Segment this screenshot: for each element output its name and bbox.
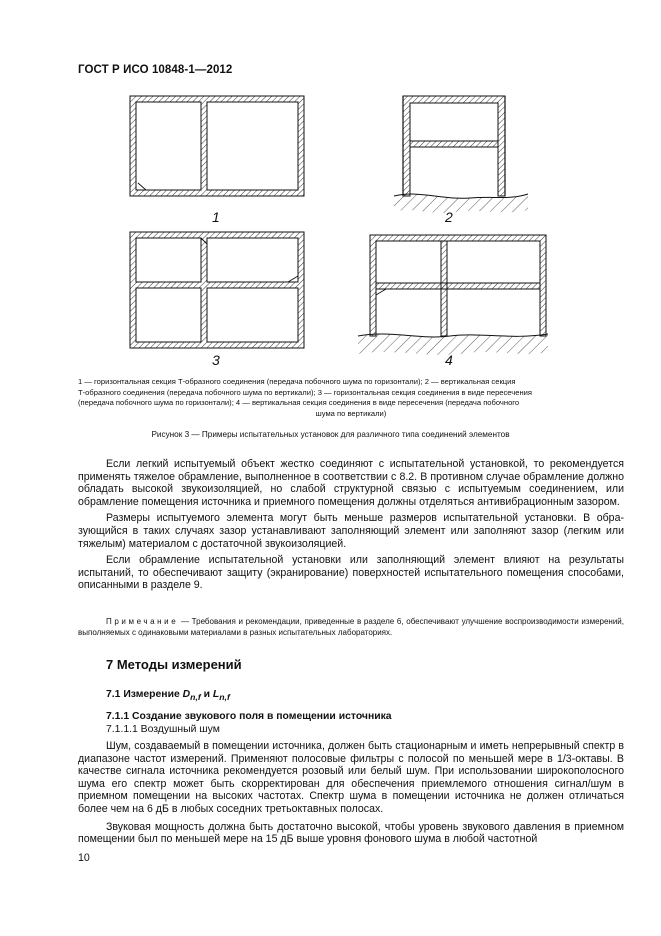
standard-header: ГОСТ Р ИСО 10848-1—2012 <box>78 64 233 76</box>
figure-panel-4 <box>358 235 548 355</box>
figure-panel-label-1: 1 <box>212 209 220 225</box>
caption-line: 1 — горизонтальная секция Т-образного соединения (передача побочного шума по горизонтали); 2 — вертикальная секция <box>78 377 516 386</box>
section-7-1-heading <box>106 689 230 702</box>
caption-line: Т-образного соединения (передача побочного шума по вертикали); 3 — горизонтальная секция соединения в виде пересечения <box>78 387 533 397</box>
figure-panel-3 <box>130 232 304 348</box>
figure-panel-2 <box>394 96 528 213</box>
symbol-l-subscript: n,f <box>219 692 230 703</box>
heading-text: и <box>200 689 213 700</box>
symbol-l: L <box>212 689 220 700</box>
paragraph: Если обрамление испытательной установки или заполняющий элемент влияют на результаты испытаний, то обеспечивают защиту (экранирование) поверхностей испытательного помещения способами, описанными в разделе 9. <box>78 554 624 592</box>
page-number: 10 <box>78 852 90 864</box>
paragraph: Если легкий испытуемый объект жестко соединяют с испытательной установкой, то рекомендуется применять тяжелое обрамление, выполненное в соответствии с 8.2. В противном случае обрамление должно обладать высокой звукоизоляцией, но слабой структурной связью с испытуемым соединением, или обрамление помещения источника и приемного помещения должны отделяться антивибрационным зазором. <box>78 458 624 508</box>
figure-panel-label-4: 4 <box>445 352 453 368</box>
body-text-block-1 <box>78 458 624 592</box>
note-block <box>78 617 624 638</box>
paragraph: Звуковая мощность должна быть достаточно высокой, чтобы уровень звукового давления в приемном помещении был по меньшей мере на 15 дБ выше уровня фонового шума в любой частотной <box>78 820 624 846</box>
figure-title: Рисунок 3 — Примеры испытательных установок для различного типа соединений элементов <box>151 430 510 439</box>
section-7-1-1-1-heading: 7.1.1.1 Воздушный шум <box>106 724 220 735</box>
caption-line: шума по вертикали) <box>315 408 387 418</box>
figure-panel-label-3: 3 <box>212 352 220 368</box>
symbol-d: D <box>182 689 191 700</box>
paragraph: Шум, создаваемый в помещении источника, должен быть стационарным и иметь непрерывный спектр в диапазоне частот измерений. Применяют полосовые фильтры с полосой по меньшей мере в 1/3-октавы. В качестве сигнала источника рекомендуется розовый или белый шум. При использовании широкополосного шума его спектр может быть скорректирован для обеспечения приемлемого отношения сигнал/шум в приемном помещении на высоких частотах. Спектр шума в помещении источника не должен отличаться более чем на 6 дБ в любых соседних третьоктавных полосах. <box>78 740 624 815</box>
figure-caption-legend <box>78 377 624 419</box>
body-text-block-2 <box>78 740 624 846</box>
note-text <box>78 617 624 638</box>
note-body: — Требования и рекомендации, приведенные в разделе 6, обеспечивают улучшение воспроизводимости измерений, выполняемых с одинаковыми материалами в разных испытательных лабораториях. <box>78 617 624 637</box>
section-7-1-1-heading: 7.1.1 Создание звукового поля в помещении источника <box>106 711 392 722</box>
paragraph: Размеры испытуемого элемента могут быть меньше размеров испытательной установки. В образующийся в таких случаях зазор устанавливают заполняющий элемент или заполняют зазор (легким или тяжелым) материалом с достаточной звукоизоляцией. <box>78 512 624 550</box>
figure-3-drawings <box>0 0 661 380</box>
symbol-d-subscript: n,f <box>190 692 201 703</box>
figure-panel-1 <box>130 96 304 196</box>
section-7-heading: 7 Методы измерений <box>106 657 242 672</box>
figure-panel-label-2: 2 <box>445 209 453 225</box>
caption-line: (передача побочного шума по горизонтали); 4 — вертикальная секция соединения в виде пересечения (передача побочного <box>78 398 520 408</box>
heading-text: 7.1 Измерение <box>106 689 183 700</box>
note-label: Примечание <box>106 617 179 626</box>
